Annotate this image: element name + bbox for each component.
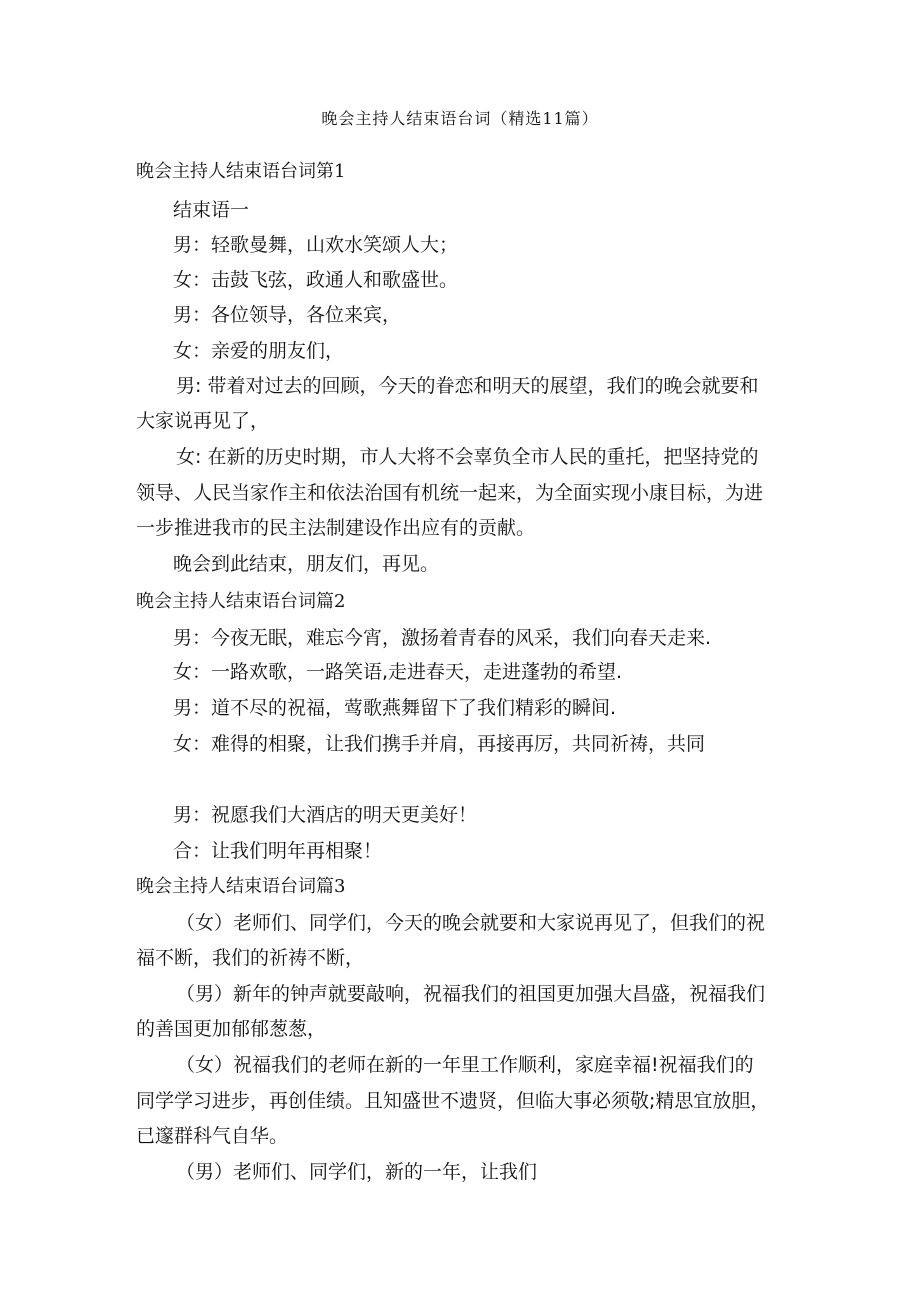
section-heading-3: 晚会主持人结束语台词篇3 [136, 876, 346, 897]
text-line: 男：各位领导，各位来宾， [173, 304, 402, 326]
text-line: 已邃群科气自华。 [136, 1125, 289, 1147]
text-line: （男）新年的钟声就要敲响，祝福我们的祖国更加强大昌盛，祝福我们 [176, 983, 766, 1005]
text-line: 晚会到此结束，朋友们，再见。 [173, 553, 440, 575]
text-line: 女：难得的相聚，让我们携手并肩，再接再厉，共同祈祷，共同 [173, 733, 706, 755]
section-heading-2: 晚会主持人结束语台词篇2 [136, 591, 346, 612]
text-line: 大家说再见了， [136, 410, 270, 432]
text-line: 福不断，我们的祈祷不断， [136, 947, 365, 969]
text-line: 男：道不尽的祝福，莺歌燕舞留下了我们精彩的瞬间. [173, 697, 617, 719]
text-line: （女）祝福我们的老师在新的一年里工作顺利，家庭幸福!祝福我们的 [176, 1054, 754, 1076]
text-line: 男: 带着对过去的回顾，今天的眷恋和明天的展望，我们的晚会就要和 [176, 375, 759, 397]
text-line: 女: 在新的历史时期，市人大将不会辜负全市人民的重托，把坚持党的 [176, 446, 759, 468]
text-line: 的善国更加郁郁葱葱， [136, 1018, 327, 1040]
text-line: 女：一路欢歌，一路笑语,走进春天，走进蓬勃的希望. [173, 661, 623, 683]
text-line: 一步推进我市的民主法制建设作出应有的贡献。 [136, 517, 536, 539]
text-line: 女：击鼓飞弦，政通人和歌盛世。 [173, 269, 459, 291]
text-line: 结束语一 [173, 199, 250, 221]
section-heading-1: 晚会主持人结束语台词第1 [136, 161, 346, 182]
text-line: （女）老师们、同学们，今天的晚会就要和大家说再见了，但我们的祝 [176, 912, 766, 934]
text-line: 领导、人民当家作主和依法治国有机统一起来，为全面实现小康目标，为进 [136, 482, 764, 504]
text-line: 男：今夜无眠，难忘今宵，激扬着青春的风采，我们向春天走来. [173, 627, 712, 649]
text-line: （男）老师们、同学们，新的一年，让我们 [176, 1161, 538, 1183]
text-line: 合：让我们明年再相聚！ [173, 840, 383, 862]
text-line: 男：轻歌曼舞，山欢水笑颂人大； [173, 234, 459, 256]
document-title: 晚会主持人结束语台词（精选11篇） [321, 109, 599, 128]
text-line: 男：祝愿我们大酒店的明天更美好！ [173, 804, 478, 826]
text-line: 同学学习进步，再创佳绩。且知盛世不遗贤，但临大事必须敬;精思宜放胆， [136, 1090, 770, 1112]
text-line: 女：亲爱的朋友们， [173, 340, 345, 362]
